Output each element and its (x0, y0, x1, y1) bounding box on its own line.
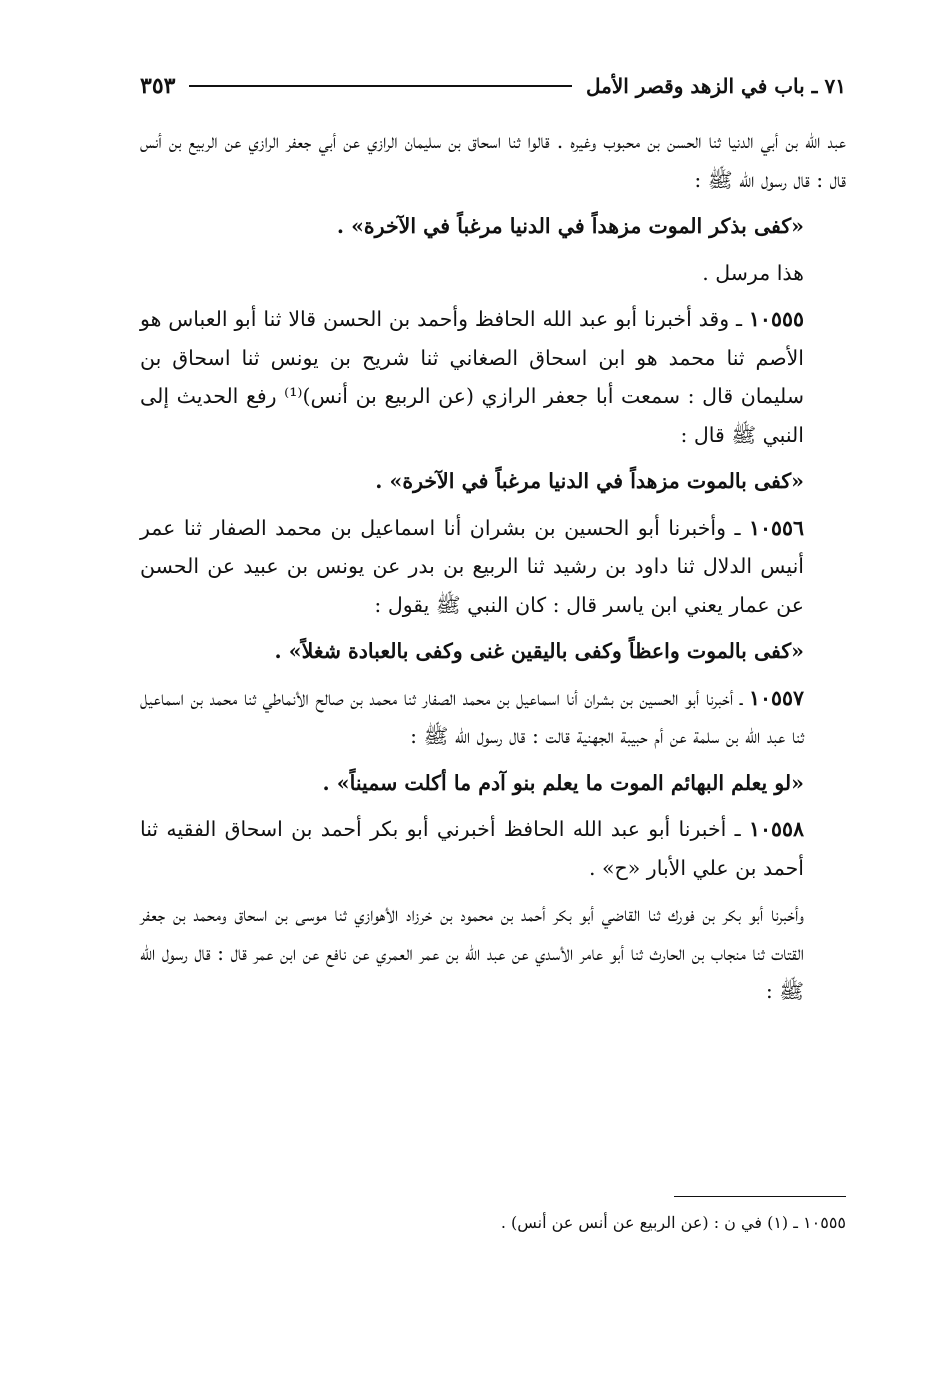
hadith-number: ١٠٥٥٦ (748, 515, 804, 540)
hadith-10558 (140, 810, 846, 887)
hadith-quote-2: «كفى بالموت مزهداً في الدنيا مرغباً في الآخرة» . (375, 469, 804, 493)
hadith-number: ١٠٥٥٨ (748, 817, 804, 841)
paragraph-isnad: وأخبرنا أبو بكر بن فورك ثنا القاضي أبو بكر أحمد بن محمود بن خرزاد الأهوازي ثنا موسى بن اسحاق ومحمد بن جعفر القتات ثنا منجاب بن الحارث ثنا أبو عامر الأسدي عن عبد الله بن عمر العمري عن نافع عن ابن عمر قال : قال رسول الله ﷺ : (140, 902, 804, 1003)
hadith-10557 (140, 679, 846, 756)
header-rule (189, 85, 572, 87)
page-body (140, 122, 846, 1011)
page-number: ٣٥٣ (140, 73, 176, 99)
page-header (140, 64, 846, 108)
paragraph-1: عبد الله بن أبي الدنيا ثنا الحسن بن محبوب وغيره . قالوا ثنا اسحاق بن سليمان الرازي عن أبي جعفر الرازي عن الربيع بن أنس قال : قال رسول الله ﷺ : (140, 129, 846, 192)
hadith-number: ١٠٥٥٥ (748, 307, 804, 331)
hadith-quote-4: «لو يعلم البهائم الموت ما يعلم بنو آدم ما أكلت سميناً» . (322, 770, 804, 795)
hadith-quote-3: «كفى بالموت واعظاً وكفى باليقين غنى وكفى بالعبادة شغلاً» . (274, 639, 804, 663)
hadith-text: ـ أخبرنا أبو الحسين بن بشران أنا اسماعيل بن محمد الصفار ثنا محمد بن صالح الأنماطي ثنا محمد بن اسماعيل ثنا عبد الله بن سلمة عن أم حبيبة الجهنية قالت : قال رسول الله ﷺ : (140, 685, 804, 748)
hadith-text: ـ وقد أخبرنا أبو عبد الله الحافظ وأحمد بن الحسن قالا ثنا أبو العباس هو الأصم ثنا محمد هو ابن اسحاق الصغاني ثنا شريح بن يونس ثنا اسحاق بن سليمان قال : سمعت أبا جعفر الرازي (عن الربيع بن أنس)⁽¹⁾ رفع الحديث إلى النبي ﷺ قال : (140, 307, 804, 447)
hadith-10556 (140, 509, 846, 625)
document-page (140, 64, 846, 1314)
hadith-number: ١٠٥٥٧ (748, 685, 804, 710)
hadith-10555 (140, 300, 846, 454)
footnote-rule (674, 1196, 846, 1197)
footnote: ١٠٥٥٥ ـ (١) في ن : (عن الربيع عن أنس عن أنس) . (500, 1213, 846, 1232)
hadith-quote-1: «كفى بذكر الموت مزهداً في الدنيا مرغباً في الآخرة» . (336, 214, 804, 238)
remark-mursal: هذا مرسل . (702, 260, 804, 285)
hadith-text: ـ أخبرنا أبو عبد الله الحافظ أخبرني أبو بكر أحمد بن اسحاق الفقيه ثنا أحمد بن علي الأبار «ح» . (140, 817, 804, 880)
chapter-title: ٧١ ـ باب في الزهد وقصر الأمل (586, 74, 846, 98)
hadith-text: ـ وأخبرنا أبو الحسين بن بشران أنا اسماعيل بن محمد الصفار ثنا عمر أنيس الدلال ثنا داود بن رشيد ثنا الربيع بن بدر عن يونس بن عبيد عن الحسن عن عمار يعني ابن ياسر قال : كان النبي ﷺ يقول : (140, 515, 804, 617)
